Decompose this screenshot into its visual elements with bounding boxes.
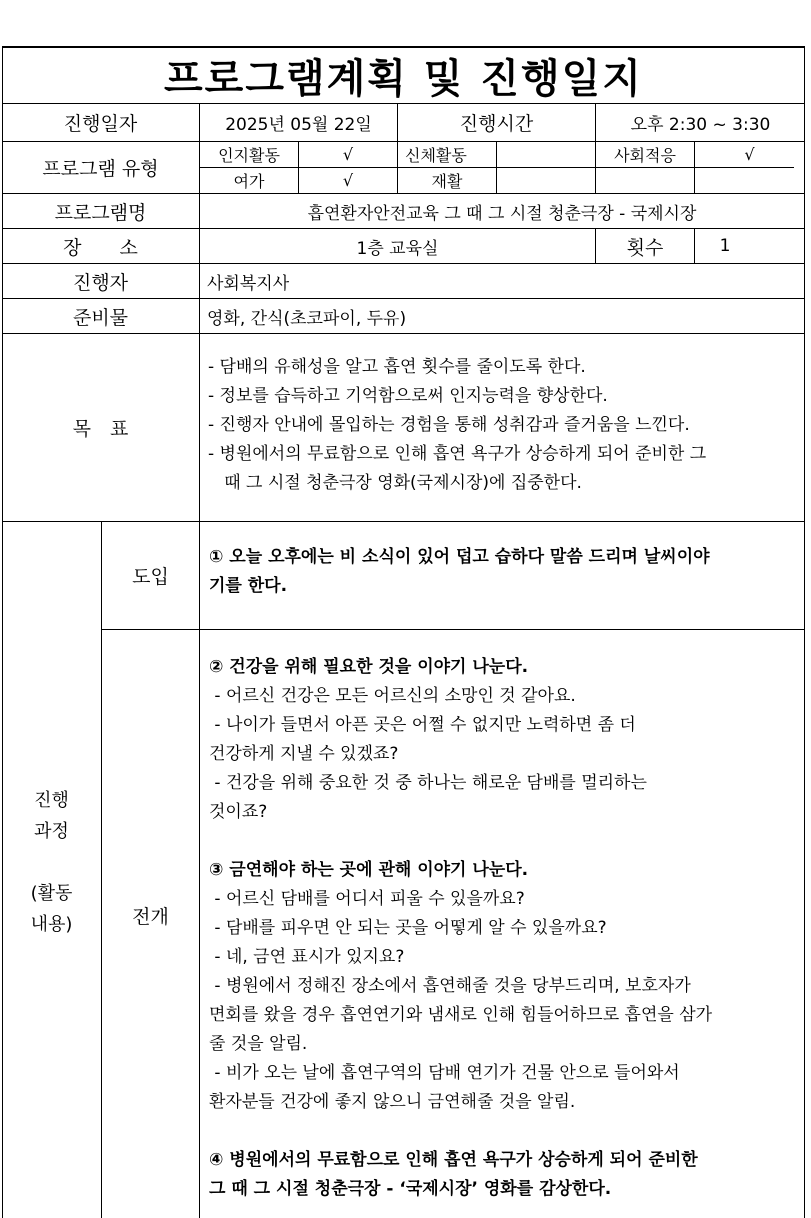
place-value: 1층 교육실 (356, 238, 439, 259)
step-3-line: 환자분들 건강에 좋지 않으니 금연해줄 것을 알림. (209, 1092, 576, 1112)
type-cognitive-check: √ (342, 145, 354, 164)
intro-text (209, 543, 710, 601)
step-3-line: - 병원에서 정해진 장소에서 흡연해줄 것을 당부드리며, 보호자가 (209, 976, 691, 996)
program-log-form (2, 46, 805, 1218)
process-label (2, 785, 101, 940)
type-social-label: 사회적응 (614, 146, 676, 165)
count-label: 횟수 (626, 236, 664, 259)
step-4-line: 그 때 그 시절 청춘극장 - ‘국제시장’ 영화를 감상한다. (209, 1179, 612, 1199)
page-title: 프로그램계획 및 진행일지 (164, 56, 643, 102)
place-label: 장 소 (63, 236, 138, 259)
develop-label: 전개 (132, 905, 169, 928)
count-value: 1 (719, 236, 731, 256)
process-label-line: 진행 (34, 790, 69, 811)
step-3-line: - 담배를 피우면 안 되는 곳을 어떻게 알 수 있을까요? (209, 918, 607, 938)
process-label-line: 내용) (30, 914, 73, 935)
step-3-heading: ③ 금연해야 하는 곳에 관해 이야기 나눈다. (209, 860, 529, 880)
goal-item: - 담배의 유해성을 알고 흡연 횟수를 줄이도록 한다. (208, 357, 586, 377)
type-physical-check (497, 142, 595, 167)
step-2-heading: ② 건강을 위해 필요한 것을 이야기 나눈다. (209, 657, 529, 677)
step-3-line: 줄 것을 알림. (209, 1034, 308, 1054)
goal-item: - 진행자 안내에 몰입하는 경험을 통해 성취감과 즐거움을 느낀다. (208, 415, 690, 435)
process-label-line: 과정 (34, 821, 69, 842)
date-label: 진행일자 (63, 113, 138, 135)
type-physical-label: 신체활동 (405, 146, 467, 165)
step-3-line: - 비가 오는 날에 흡연구역의 담배 연기가 건물 안으로 들어와서 (209, 1063, 680, 1083)
rule (804, 46, 805, 1218)
goal-item: - 정보를 습득하고 기억함으로써 인지능력을 향상한다. (208, 386, 608, 406)
step-2-line: - 나이가 들면서 아픈 곳은 어쩔 수 없지만 노력하면 좀 더 (209, 715, 636, 735)
type-rehab-check (497, 168, 595, 193)
step-2-line: - 건강을 위해 중요한 것 중 하나는 해로운 담배를 멀리하는 (209, 773, 647, 793)
date-value: 2025년 05월 22일 (225, 115, 372, 135)
process-label-line: (활동 (30, 883, 73, 904)
time-label: 진행시간 (459, 113, 534, 135)
leader-label: 진행자 (72, 271, 129, 294)
step-3-line: - 어르신 담배를 어디서 피울 수 있을까요? (209, 889, 525, 909)
leader-value: 사회복지사 (207, 273, 290, 294)
supplies-label: 준비물 (72, 306, 129, 329)
goal-label: 목 표 (72, 418, 129, 440)
intro-line: 기를 한다. (209, 576, 288, 596)
step-2-line: 건강하게 지낼 수 있겠죠? (209, 744, 399, 764)
goal-item: 때 그 시절 청춘극장 영화(국제시장)에 집중한다. (208, 473, 582, 493)
step-3-line: 면회를 왔을 경우 흡연연기와 냄새로 인해 힘들어하므로 흡연을 삼가 (209, 1005, 713, 1025)
step-4-line: ④ 병원에서의 무료함으로 인해 흡연 욕구가 상승하게 되어 준비한 (209, 1150, 698, 1170)
goal-list (208, 353, 706, 498)
type-leisure-check: √ (342, 171, 354, 190)
program-name-value: 흡연환자안전교육 그 때 그 시절 청춘극장 - 국제시장 (307, 203, 697, 224)
develop-text (209, 653, 712, 1204)
program-type-label: 프로그램 유형 (42, 158, 159, 180)
type-leisure-label: 여가 (233, 172, 265, 191)
step-2-line: - 어르신 건강은 모든 어르신의 소망인 것 같아요. (209, 686, 576, 706)
process-label-line (2, 847, 101, 878)
step-2-line: 것이죠? (209, 802, 268, 822)
type-social-check: √ (744, 145, 755, 164)
rule (101, 629, 805, 630)
supplies-value: 영화, 간식(초코파이, 두유) (207, 308, 407, 329)
intro-line: ① 오늘 오후에는 비 소식이 있어 덥고 습하다 말씀 드리며 날씨이야 (209, 547, 710, 567)
type-cognitive-label: 인지활동 (218, 146, 280, 165)
type-rehab-label: 재활 (431, 172, 463, 191)
program-name-label: 프로그램명 (54, 201, 147, 224)
step-3-line: - 네, 금연 표시가 있지요? (209, 947, 405, 967)
intro-label: 도입 (132, 566, 169, 588)
goal-item: - 병원에서의 무료함으로 인해 흡연 욕구가 상승하게 되어 준비한 그 (208, 444, 707, 464)
time-value: 오후 2:30 ~ 3:30 (630, 115, 771, 135)
